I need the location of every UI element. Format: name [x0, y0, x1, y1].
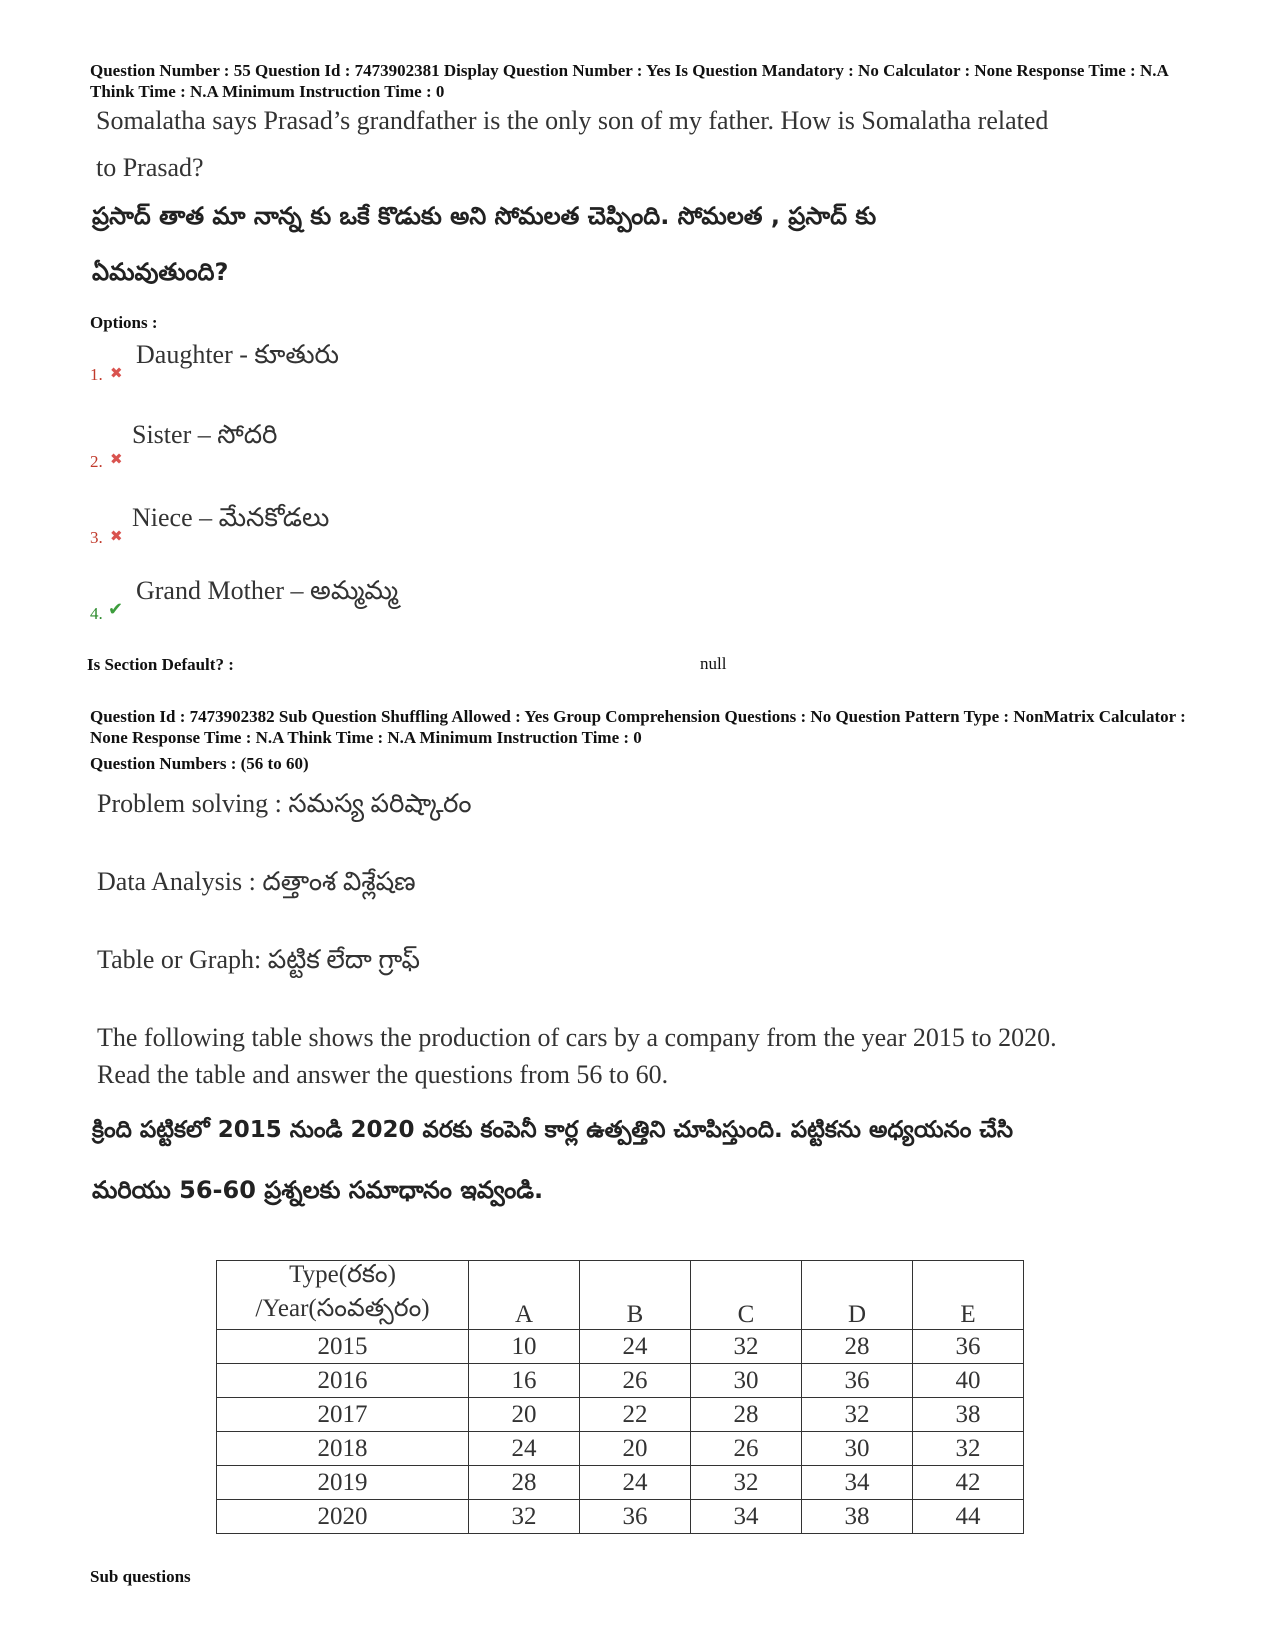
intro-en-line1: The following table shows the production of cars by a company from the year 2015 to 2020.	[97, 1023, 1057, 1052]
table-cell: 16	[469, 1364, 580, 1398]
table-cell: 30	[802, 1432, 913, 1466]
table-or-graph-line: Table or Graph: పట్టిక లేదా గ్రాఫ్	[97, 945, 420, 974]
table-cell-year: 2017	[217, 1398, 469, 1432]
table-header-col: B	[580, 1261, 691, 1330]
table-cell: 24	[580, 1330, 691, 1364]
question-55-text-en-line2: to Prasad?	[96, 153, 204, 182]
table-row	[217, 1330, 1024, 1364]
question-55-meta: Question Number : 55 Question Id : 7473902381 Display Question Number : Yes Is Question Mandatory : No Calculator : None Response Time : N.A Think Time : N.A Minimum Instruction Time : 0	[90, 61, 1168, 101]
table-cell: 40	[913, 1364, 1024, 1398]
section-default-label: Is Section Default? :	[87, 655, 234, 674]
table-cell: 20	[469, 1398, 580, 1432]
question-55-text-te-line2: ఏమవుతుంది?	[92, 258, 229, 286]
option-number: 2.	[90, 452, 103, 471]
option-number: 3.	[90, 528, 103, 547]
table-header-row	[217, 1261, 1024, 1330]
table-row	[217, 1432, 1024, 1466]
header-type: Type(రకం)	[289, 1261, 396, 1288]
car-production-table	[216, 1260, 1024, 1534]
option-text: Grand Mother – అమ్మమ్మ	[136, 576, 399, 605]
wrong-cross-icon: ✖	[110, 364, 123, 382]
table-header-type-year	[217, 1261, 469, 1330]
table-cell-year: 2020	[217, 1500, 469, 1534]
intro-te-line2: మరియు 56-60 ప్రశ్నలకు సమాధానం ఇవ్వండి.	[92, 1176, 544, 1204]
question-numbers: Question Numbers : (56 to 60)	[90, 754, 309, 773]
table-cell: 24	[580, 1466, 691, 1500]
problem-solving-line: Problem solving : సమస్య పరిష్కారం	[97, 789, 472, 818]
table-cell: 44	[913, 1500, 1024, 1534]
correct-check-icon: ✔	[108, 599, 124, 620]
sub-questions-label: Sub questions	[90, 1567, 191, 1586]
table-cell: 28	[469, 1466, 580, 1500]
table-row	[217, 1466, 1024, 1500]
section-default-value: null	[700, 654, 727, 673]
table-cell: 26	[580, 1364, 691, 1398]
table-cell: 32	[913, 1432, 1024, 1466]
question-55-text-te-line1: ప్రసాద్ తాత మా నాన్న కు ఒకే కొడుకు అని సోమలత చెప్పింది. సోమలత , ప్రసాద్ కు	[92, 202, 877, 230]
table-cell: 28	[802, 1330, 913, 1364]
wrong-cross-icon: ✖	[110, 527, 123, 545]
table-cell: 30	[691, 1364, 802, 1398]
table-cell: 32	[691, 1466, 802, 1500]
header-year: /Year(సంవత్సరం)	[255, 1295, 430, 1322]
option-number: 1.	[90, 365, 103, 384]
table-header-col: D	[802, 1261, 913, 1330]
table-cell-year: 2019	[217, 1466, 469, 1500]
table-cell: 24	[469, 1432, 580, 1466]
table-cell: 34	[802, 1466, 913, 1500]
option-text: Sister – సోదరి	[132, 420, 278, 449]
table-cell: 32	[469, 1500, 580, 1534]
table-cell: 20	[580, 1432, 691, 1466]
intro-en-line2: Read the table and answer the questions from 56 to 60.	[97, 1060, 669, 1089]
options-label: Options :	[90, 313, 158, 332]
table-cell: 32	[691, 1330, 802, 1364]
data-analysis-line: Data Analysis : దత్తాంశ విశ్లేషణ	[97, 867, 416, 896]
table-row	[217, 1500, 1024, 1534]
table-cell-year: 2015	[217, 1330, 469, 1364]
table-cell: 34	[691, 1500, 802, 1534]
table-row	[217, 1398, 1024, 1432]
table-cell-year: 2018	[217, 1432, 469, 1466]
question-group-meta: Question Id : 7473902382 Sub Question Shuffling Allowed : Yes Group Comprehension Questions : No Question Pattern Type : NonMatrix Calculator : None Response Time : N.A Think Time : N.A Minimum Instruction Time : 0	[90, 707, 1186, 747]
option-number: 4.	[90, 604, 103, 623]
intro-te-line1: క్రింది పట్టికలో 2015 నుండి 2020 వరకు కంపెనీ కార్ల ఉత్పత్తిని చూపిస్తుంది. పట్టికను అధ్యయనం చేసి	[92, 1117, 1013, 1143]
table-cell: 10	[469, 1330, 580, 1364]
table-header-col: C	[691, 1261, 802, 1330]
table-header-col: A	[469, 1261, 580, 1330]
option-text: Niece – మేనకోడలు	[132, 503, 330, 532]
table-cell: 36	[913, 1330, 1024, 1364]
wrong-cross-icon: ✖	[110, 450, 123, 468]
table-cell: 26	[691, 1432, 802, 1466]
option-text: Daughter - కూతురు	[136, 340, 339, 369]
table-cell: 42	[913, 1466, 1024, 1500]
table-cell: 36	[802, 1364, 913, 1398]
table-cell: 28	[691, 1398, 802, 1432]
table-cell: 36	[580, 1500, 691, 1534]
table-cell: 32	[802, 1398, 913, 1432]
table-cell: 38	[913, 1398, 1024, 1432]
table-cell: 22	[580, 1398, 691, 1432]
table-header-col: E	[913, 1261, 1024, 1330]
question-55-text-en-line1: Somalatha says Prasad’s grandfather is the only son of my father. How is Somalatha related	[96, 106, 1049, 135]
table-row	[217, 1364, 1024, 1398]
table-cell-year: 2016	[217, 1364, 469, 1398]
table-cell: 38	[802, 1500, 913, 1534]
